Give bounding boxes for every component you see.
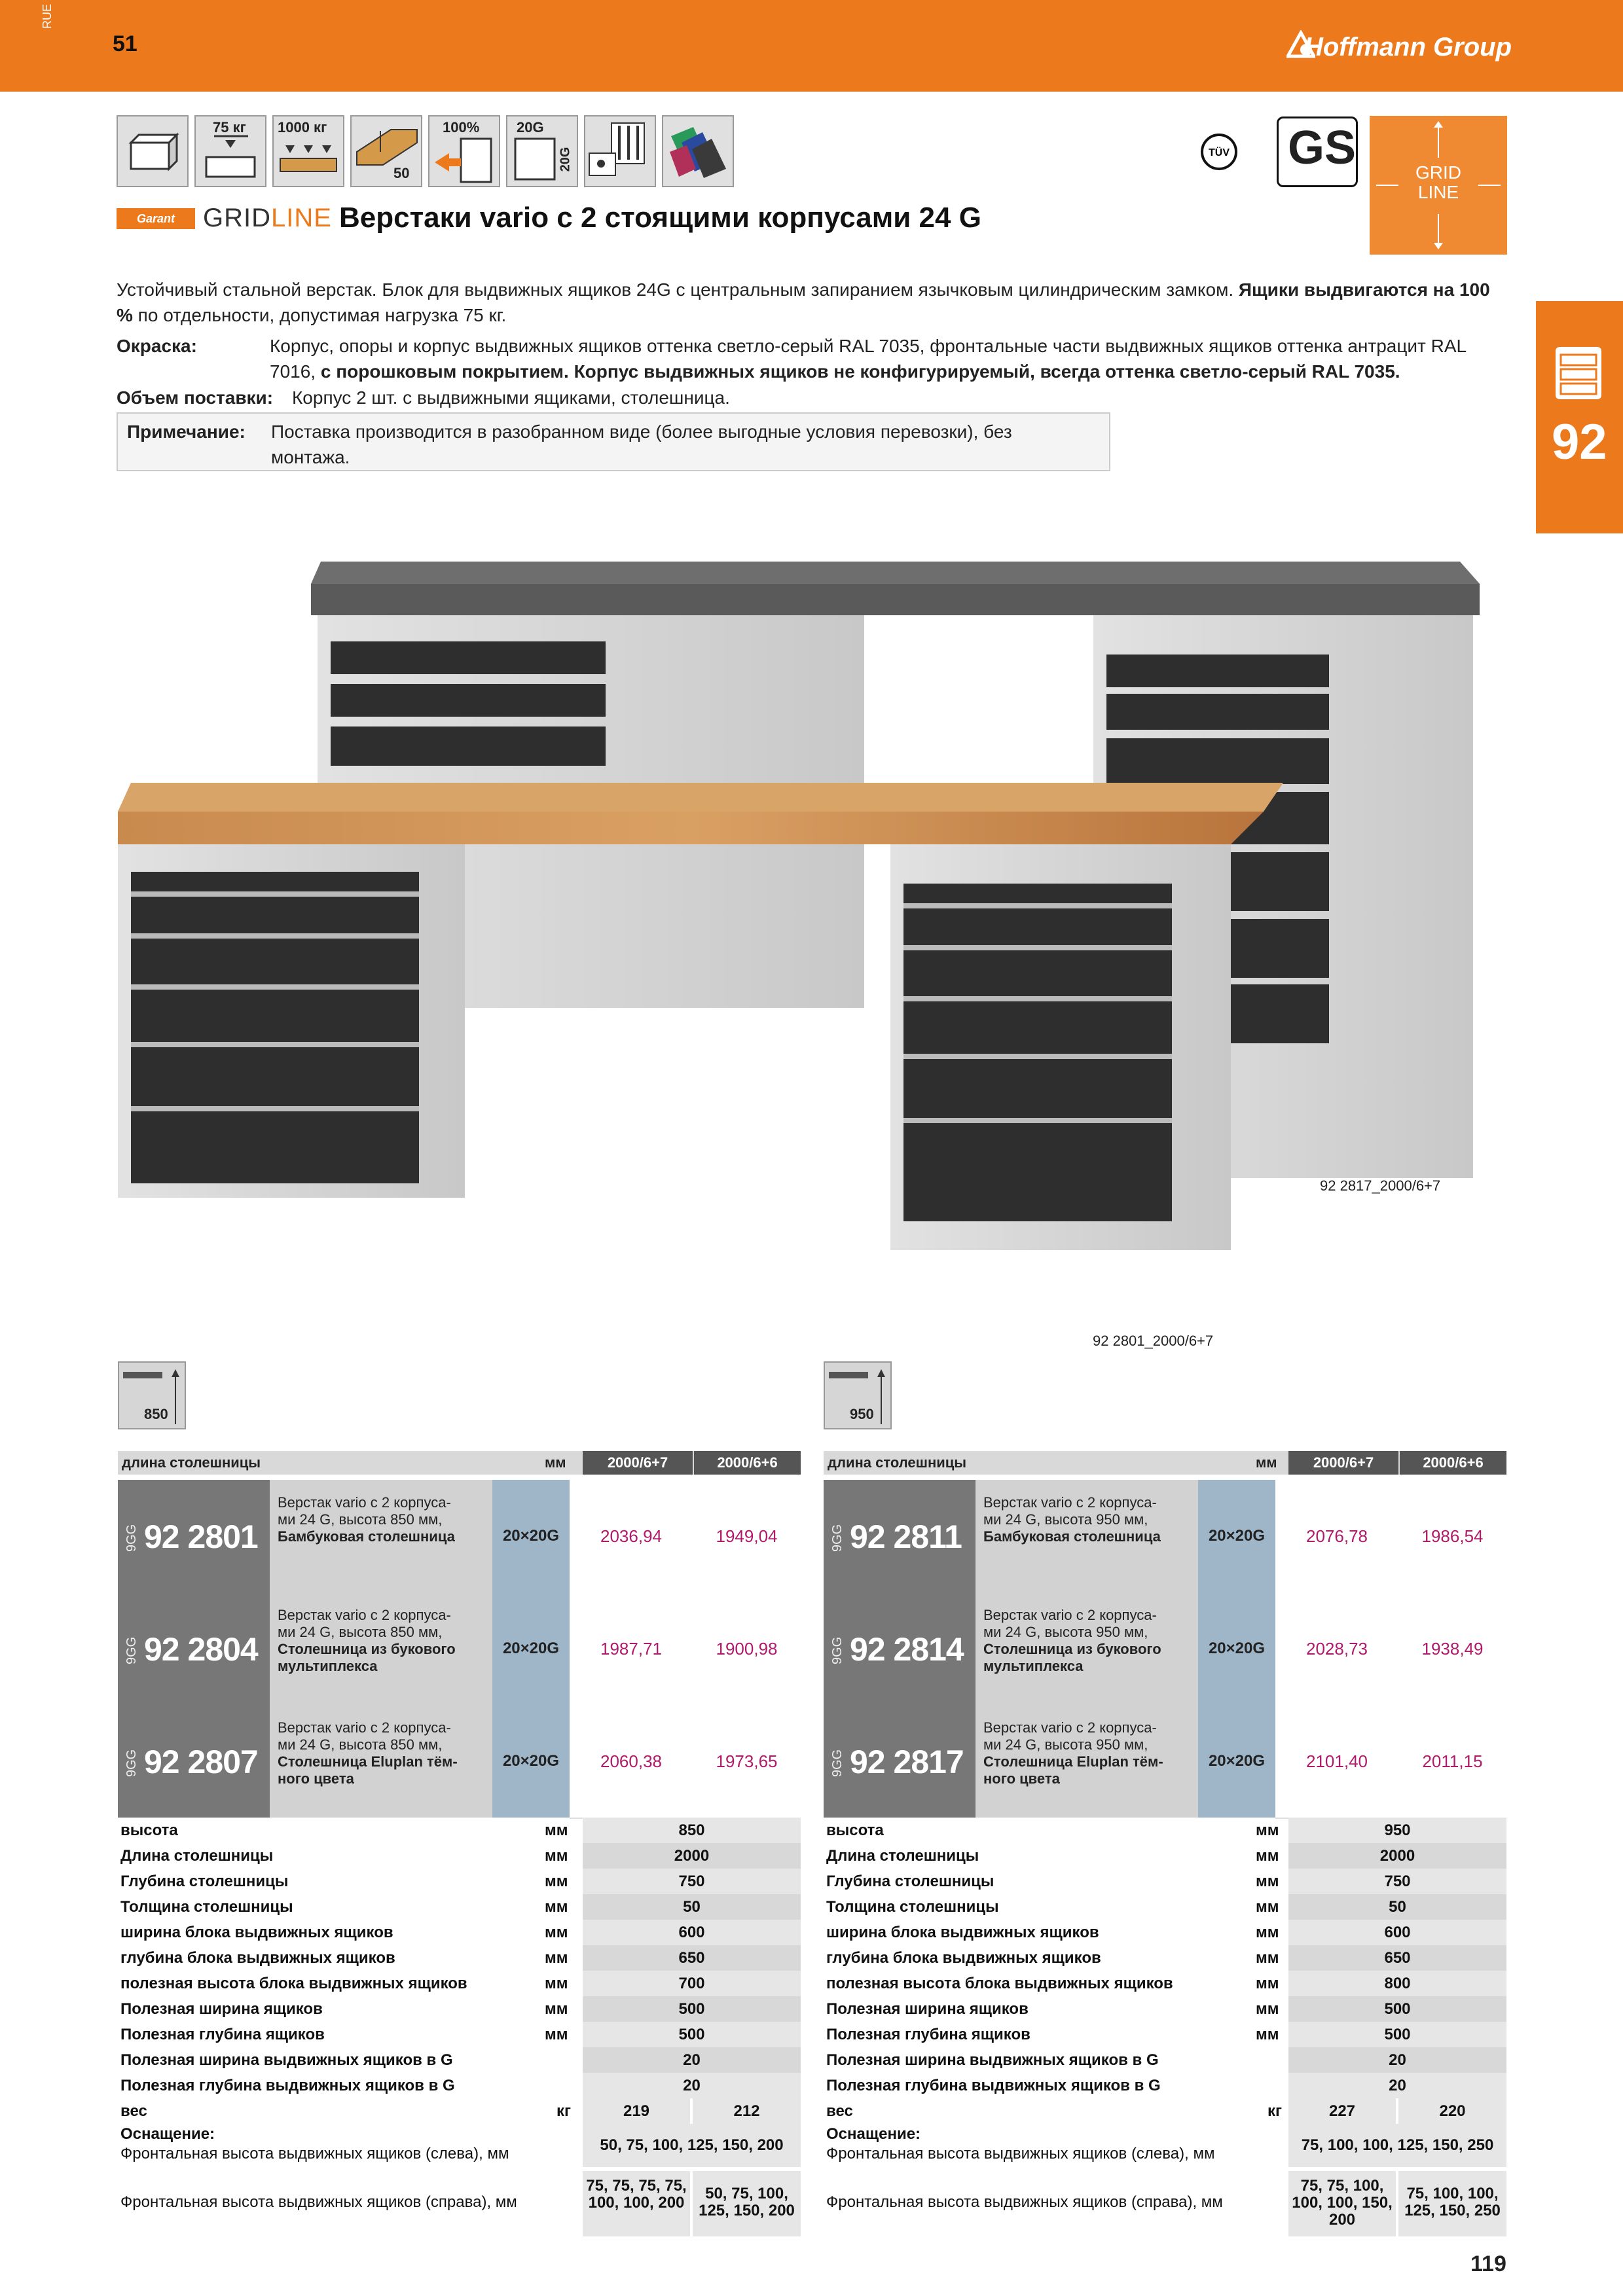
note-text: Поставка производится в разобранном виде (более выгодные условия перевозки), без монтажа. xyxy=(271,422,1012,467)
note-label: Примечание: xyxy=(127,422,246,442)
drawer-load-label: 75 кг xyxy=(213,119,246,135)
spec-unit: мм xyxy=(1256,1949,1279,1967)
spec-unit: мм xyxy=(1256,1924,1279,1941)
top-thickness-icon xyxy=(350,115,422,187)
equip-label: Оснащение: xyxy=(826,2125,921,2143)
spec-unit: мм xyxy=(545,1873,568,1890)
weight-row xyxy=(824,2098,1506,2124)
front-right-col2: 75, 100, 100, 125, 150, 250 xyxy=(1398,2171,1506,2236)
spec-row xyxy=(824,1945,1506,1971)
spec-unit: мм xyxy=(545,2000,568,2018)
front-right-label: Фронтальная высота выдвижных ящиков (справа), мм xyxy=(826,2193,1223,2211)
product-description: Верстак vario с 2 корпуса- ми 24 G, высота 950 мм, Бамбуковая столешница xyxy=(976,1480,1198,1592)
spec-value: 600 xyxy=(583,1920,801,1945)
spec-label: высота xyxy=(826,1821,884,1839)
article-number[interactable]: 92 2804 xyxy=(144,1631,258,1668)
supply-text: Корпус 2 шт. с выдвижными ящиками, столешница. xyxy=(292,387,730,408)
header-col1: 2000/6+7 xyxy=(1288,1451,1398,1475)
price-col2: 1949,04 xyxy=(693,1480,801,1594)
page-number: 119 xyxy=(1470,2251,1506,2276)
weight-row xyxy=(118,2098,801,2124)
grid-cell: 20×20G xyxy=(1198,1480,1275,1592)
table-header xyxy=(824,1451,1506,1475)
spec-value: 750 xyxy=(1288,1869,1506,1894)
spec-value: 500 xyxy=(1288,1996,1506,2022)
gridline-logo xyxy=(203,204,332,233)
note-box xyxy=(117,412,1110,471)
spec-unit: мм xyxy=(1256,1898,1279,1916)
spec-label: Глубина столешницы xyxy=(120,1873,289,1890)
grid-cell: 20×20G xyxy=(492,1705,570,1818)
price-col1: 2060,38 xyxy=(570,1705,693,1819)
total-load-icon xyxy=(272,115,344,187)
gg-code: 9GG xyxy=(124,1636,139,1664)
spec-unit: мм xyxy=(545,1975,568,1992)
spec-row xyxy=(118,1894,801,1920)
spec-value: 500 xyxy=(583,2022,801,2047)
brand-name: Hoffmann Group xyxy=(1304,33,1512,62)
spec-row xyxy=(824,1818,1506,1843)
total-load-label: 1000 кг xyxy=(278,119,327,135)
cylinder-lock-icon xyxy=(584,115,656,187)
price-col2: 1900,98 xyxy=(693,1592,801,1706)
badge-line1: GRID xyxy=(1415,162,1461,183)
front-right-label: Фронтальная высота выдвижных ящиков (справа), мм xyxy=(120,2193,517,2211)
front-right-row xyxy=(824,2171,1506,2236)
header-label: длина столешницы xyxy=(122,1454,261,1471)
spec-row xyxy=(118,2022,801,2047)
product-description: Верстак vario с 2 корпуса- ми 24 G, высота 850 мм, Столешница из букового мультиплекса xyxy=(270,1592,492,1705)
spec-label: глубина блока выдвижных ящиков xyxy=(120,1949,395,1967)
spec-label: Полезная ширина выдвижных ящиков в G xyxy=(826,2051,1159,2069)
header-bar xyxy=(0,0,1623,92)
spec-label: полезная высота блока выдвижных ящиков xyxy=(826,1975,1173,1992)
spec-label: высота xyxy=(120,1821,178,1839)
product-row[interactable] xyxy=(118,1592,801,1705)
weight-unit: кг xyxy=(1267,2102,1283,2120)
header-col2: 2000/6+6 xyxy=(694,1451,801,1475)
gg-code: 9GG xyxy=(830,1749,845,1777)
intro-paragraph xyxy=(117,277,1511,328)
front-right-col2: 50, 75, 100, 125, 150, 200 xyxy=(693,2171,801,2236)
height-850-icon xyxy=(118,1361,186,1429)
weight-col1: 219 xyxy=(583,2098,690,2124)
spec-label: Толщина столешницы xyxy=(120,1898,293,1916)
product-row[interactable] xyxy=(118,1480,801,1592)
equip-front-left-row xyxy=(118,2124,801,2167)
product-row[interactable] xyxy=(824,1480,1506,1592)
spec-unit: мм xyxy=(545,1949,568,1967)
gs-cert-icon xyxy=(1277,117,1358,187)
header-label: длина столешницы xyxy=(828,1454,967,1471)
article-number[interactable]: 92 2811 xyxy=(850,1518,962,1555)
tuv-cert-icon xyxy=(1200,117,1238,187)
extension-label: 100% xyxy=(443,119,480,135)
spec-row xyxy=(118,1945,801,1971)
spec-value: 20 xyxy=(583,2047,801,2073)
spec-label: Полезная глубина ящиков xyxy=(120,2026,325,2043)
article-number[interactable]: 92 2817 xyxy=(850,1744,964,1780)
grid-top-label: 20G xyxy=(517,119,544,135)
spec-label: ширина блока выдвижных ящиков xyxy=(826,1924,1099,1941)
top-thickness-label: 50 xyxy=(393,165,410,181)
weight-label: вес xyxy=(120,2102,147,2120)
front-right-row xyxy=(118,2171,801,2236)
equip-label: Оснащение: xyxy=(120,2125,215,2143)
spec-value: 600 xyxy=(1288,1920,1506,1945)
spec-row xyxy=(824,1843,1506,1869)
header-col2: 2000/6+6 xyxy=(1400,1451,1506,1475)
spec-value: 750 xyxy=(583,1869,801,1894)
drawer-load-icon xyxy=(194,115,266,187)
price-col1: 2028,73 xyxy=(1275,1592,1398,1706)
price-col2: 1973,65 xyxy=(693,1705,801,1819)
spec-row xyxy=(824,1971,1506,1996)
spec-row xyxy=(118,2047,801,2073)
spec-value: 20 xyxy=(583,2073,801,2098)
spec-row xyxy=(824,1920,1506,1945)
color-swatch-icon xyxy=(662,115,734,187)
chapter-tab xyxy=(1536,301,1623,533)
spec-row xyxy=(824,2022,1506,2047)
spec-label: Полезная ширина ящиков xyxy=(120,2000,323,2018)
spec-unit: мм xyxy=(1256,1821,1279,1839)
gs-cert-label: GS xyxy=(1288,122,1357,174)
supply-label: Объем поставки: xyxy=(117,387,274,408)
profile-icon xyxy=(117,115,189,187)
product-row[interactable] xyxy=(824,1705,1506,1818)
spec-value: 650 xyxy=(1288,1945,1506,1971)
grid-cell: 20×20G xyxy=(492,1480,570,1592)
image-caption-back: 92 2817_2000/6+7 xyxy=(1320,1177,1441,1194)
spec-label: Полезная глубина выдвижных ящиков в G xyxy=(120,2077,455,2094)
paint-normal: Корпус, опоры и корпус выдвижных ящиков оттенка светло-серый RAL 7035, фронтальные части выдвижных ящиков оттенка антрацит RAL 7016, xyxy=(270,336,1467,382)
front-left-value: 50, 75, 100, 125, 150, 200 xyxy=(583,2124,801,2167)
spec-label: Толщина столешницы xyxy=(826,1898,999,1916)
spec-label: Полезная ширина ящиков xyxy=(826,2000,1029,2018)
spec-unit: мм xyxy=(1256,1847,1279,1865)
spec-row xyxy=(118,1996,801,2022)
front-right-col1: 75, 75, 75, 75, 100, 100, 200 xyxy=(583,2171,690,2236)
gridline-a: GRID xyxy=(203,204,271,232)
intro-text: Устойчивый стальной верстак. Блок для выдвижных ящиков 24G с центральным запиранием язычковым цилиндрическим замком. xyxy=(117,279,1239,300)
page-title: Верстаки vario с 2 стоящими корпусами 24 G xyxy=(339,202,981,234)
image-caption-front: 92 2801_2000/6+7 xyxy=(1093,1333,1214,1349)
front-right-col1: 75, 75, 100, 100, 100, 150, 200 xyxy=(1288,2171,1396,2236)
price-col1: 2036,94 xyxy=(570,1480,693,1594)
front-left-label: Фронтальная высота выдвижных ящиков (слева), мм xyxy=(120,2145,509,2162)
spec-value: 650 xyxy=(583,1945,801,1971)
spec-row xyxy=(824,2073,1506,2098)
price-col1: 1987,71 xyxy=(570,1592,693,1706)
spec-value: 2000 xyxy=(1288,1843,1506,1869)
spec-row xyxy=(118,1843,801,1869)
spec-unit: мм xyxy=(545,1898,568,1916)
spec-row xyxy=(118,2073,801,2098)
spec-label: глубина блока выдвижных ящиков xyxy=(826,1949,1101,1967)
paint-bold: с порошковым покрытием. Корпус выдвижных ящиков не конфигурируемый, всегда оттенка светло-серый RAL 7035. xyxy=(320,361,1400,382)
product-row[interactable] xyxy=(824,1592,1506,1705)
spec-label: Полезная глубина выдвижных ящиков в G xyxy=(826,2077,1161,2094)
spec-label: Длина столешницы xyxy=(826,1847,979,1865)
grid-cell: 20×20G xyxy=(492,1592,570,1705)
spec-unit: мм xyxy=(545,1847,568,1865)
spec-value: 850 xyxy=(583,1818,801,1843)
spec-row xyxy=(118,1920,801,1945)
workbench-product-image xyxy=(111,556,1499,1316)
spec-label: ширина блока выдвижных ящиков xyxy=(120,1924,393,1941)
spec-unit: мм xyxy=(1256,2026,1279,2043)
spec-row xyxy=(118,1869,801,1894)
paint-label: Окраска: xyxy=(117,336,197,356)
weight-col2: 212 xyxy=(693,2098,801,2124)
header-unit: мм xyxy=(1256,1454,1277,1471)
front-left-label: Фронтальная высота выдвижных ящиков (слева), мм xyxy=(826,2145,1215,2162)
spec-unit: мм xyxy=(545,1821,568,1839)
spec-row xyxy=(824,1869,1506,1894)
price-col2: 1938,49 xyxy=(1398,1592,1506,1706)
product-description: Верстак vario с 2 корпуса- ми 24 G, высота 850 мм, Бамбуковая столешница xyxy=(270,1480,492,1592)
gridline-badge xyxy=(1370,116,1507,255)
grid-size-icon xyxy=(506,115,578,187)
spec-value: 2000 xyxy=(583,1843,801,1869)
spec-value: 950 xyxy=(1288,1818,1506,1843)
article-number[interactable]: 92 2801 xyxy=(144,1518,258,1555)
gridline-b: LINE xyxy=(271,204,332,232)
article-number[interactable]: 92 2814 xyxy=(850,1631,964,1668)
spec-value: 800 xyxy=(1288,1971,1506,1996)
gg-code: 9GG xyxy=(830,1524,845,1552)
weight-label: вес xyxy=(826,2102,853,2120)
product-row[interactable] xyxy=(118,1705,801,1818)
product-description: Верстак vario с 2 корпуса- ми 24 G, высота 850 мм, Столешница Eluplan тём- ного цвета xyxy=(270,1705,492,1818)
garant-logo: Garant xyxy=(117,208,195,229)
spec-unit: мм xyxy=(545,1924,568,1941)
language-code: RUE xyxy=(41,3,54,29)
spec-label: полезная высота блока выдвижных ящиков xyxy=(120,1975,467,1992)
spec-unit: мм xyxy=(1256,1873,1279,1890)
spec-label: Глубина столешницы xyxy=(826,1873,994,1890)
spec-label: Длина столешницы xyxy=(120,1847,274,1865)
price-col1: 2076,78 xyxy=(1275,1480,1398,1594)
intro-tail: по отдельности, допустимая нагрузка 75 кг. xyxy=(132,305,507,325)
chapter-number: 92 xyxy=(1552,414,1607,470)
gg-code: 9GG xyxy=(124,1749,139,1777)
spec-row xyxy=(824,1894,1506,1920)
weight-col1: 227 xyxy=(1288,2098,1396,2124)
table-header xyxy=(118,1451,801,1475)
article-number[interactable]: 92 2807 xyxy=(144,1744,258,1780)
header-unit: мм xyxy=(545,1454,566,1471)
spec-unit: мм xyxy=(545,2026,568,2043)
gg-code: 9GG xyxy=(830,1636,845,1664)
grid-side-label: 20G xyxy=(558,147,573,172)
weight-unit: кг xyxy=(556,2102,572,2120)
height-850-label: 850 xyxy=(144,1406,168,1422)
drawer-cabinet-icon xyxy=(1556,347,1601,399)
spec-value: 500 xyxy=(1288,2022,1506,2047)
paint-text xyxy=(270,333,1501,384)
spec-value: 50 xyxy=(1288,1894,1506,1920)
spec-label: Полезная ширина выдвижных ящиков в G xyxy=(120,2051,453,2069)
spec-unit: мм xyxy=(1256,1975,1279,1992)
gg-code: 9GG xyxy=(124,1524,139,1552)
price-col2: 1986,54 xyxy=(1398,1480,1506,1594)
weight-col2: 220 xyxy=(1398,2098,1506,2124)
height-950-icon xyxy=(824,1361,892,1429)
price-col2: 2011,15 xyxy=(1398,1705,1506,1819)
spec-value: 20 xyxy=(1288,2073,1506,2098)
front-left-value: 75, 100, 100, 125, 150, 250 xyxy=(1288,2124,1506,2167)
spec-value: 700 xyxy=(583,1971,801,1996)
section-page-number: 51 xyxy=(113,31,137,56)
spec-value: 50 xyxy=(583,1894,801,1920)
spec-value: 20 xyxy=(1288,2047,1506,2073)
svg-text:TÜV: TÜV xyxy=(1209,147,1230,158)
full-extension-icon xyxy=(428,115,500,187)
spec-row xyxy=(118,1818,801,1843)
equip-front-left-row xyxy=(824,2124,1506,2167)
intro-bold: Ящики выдвигаются на 100 % xyxy=(117,279,1490,325)
spec-row xyxy=(118,1971,801,1996)
product-description: Верстак vario с 2 корпуса- ми 24 G, высота 950 мм, Столешница Eluplan тём- ного цвета xyxy=(976,1705,1198,1818)
product-description: Верстак vario с 2 корпуса- ми 24 G, высота 950 мм, Столешница из букового мультиплекса xyxy=(976,1592,1198,1705)
spec-value: 500 xyxy=(583,1996,801,2022)
spec-unit: мм xyxy=(1256,2000,1279,2018)
height-950-label: 950 xyxy=(850,1406,874,1422)
spec-label: Полезная глубина ящиков xyxy=(826,2026,1030,2043)
badge-line2: LINE xyxy=(1417,182,1459,202)
grid-cell: 20×20G xyxy=(1198,1592,1275,1705)
price-col1: 2101,40 xyxy=(1275,1705,1398,1819)
header-col1: 2000/6+7 xyxy=(583,1451,693,1475)
spec-row xyxy=(824,2047,1506,2073)
grid-cell: 20×20G xyxy=(1198,1705,1275,1818)
spec-row xyxy=(824,1996,1506,2022)
